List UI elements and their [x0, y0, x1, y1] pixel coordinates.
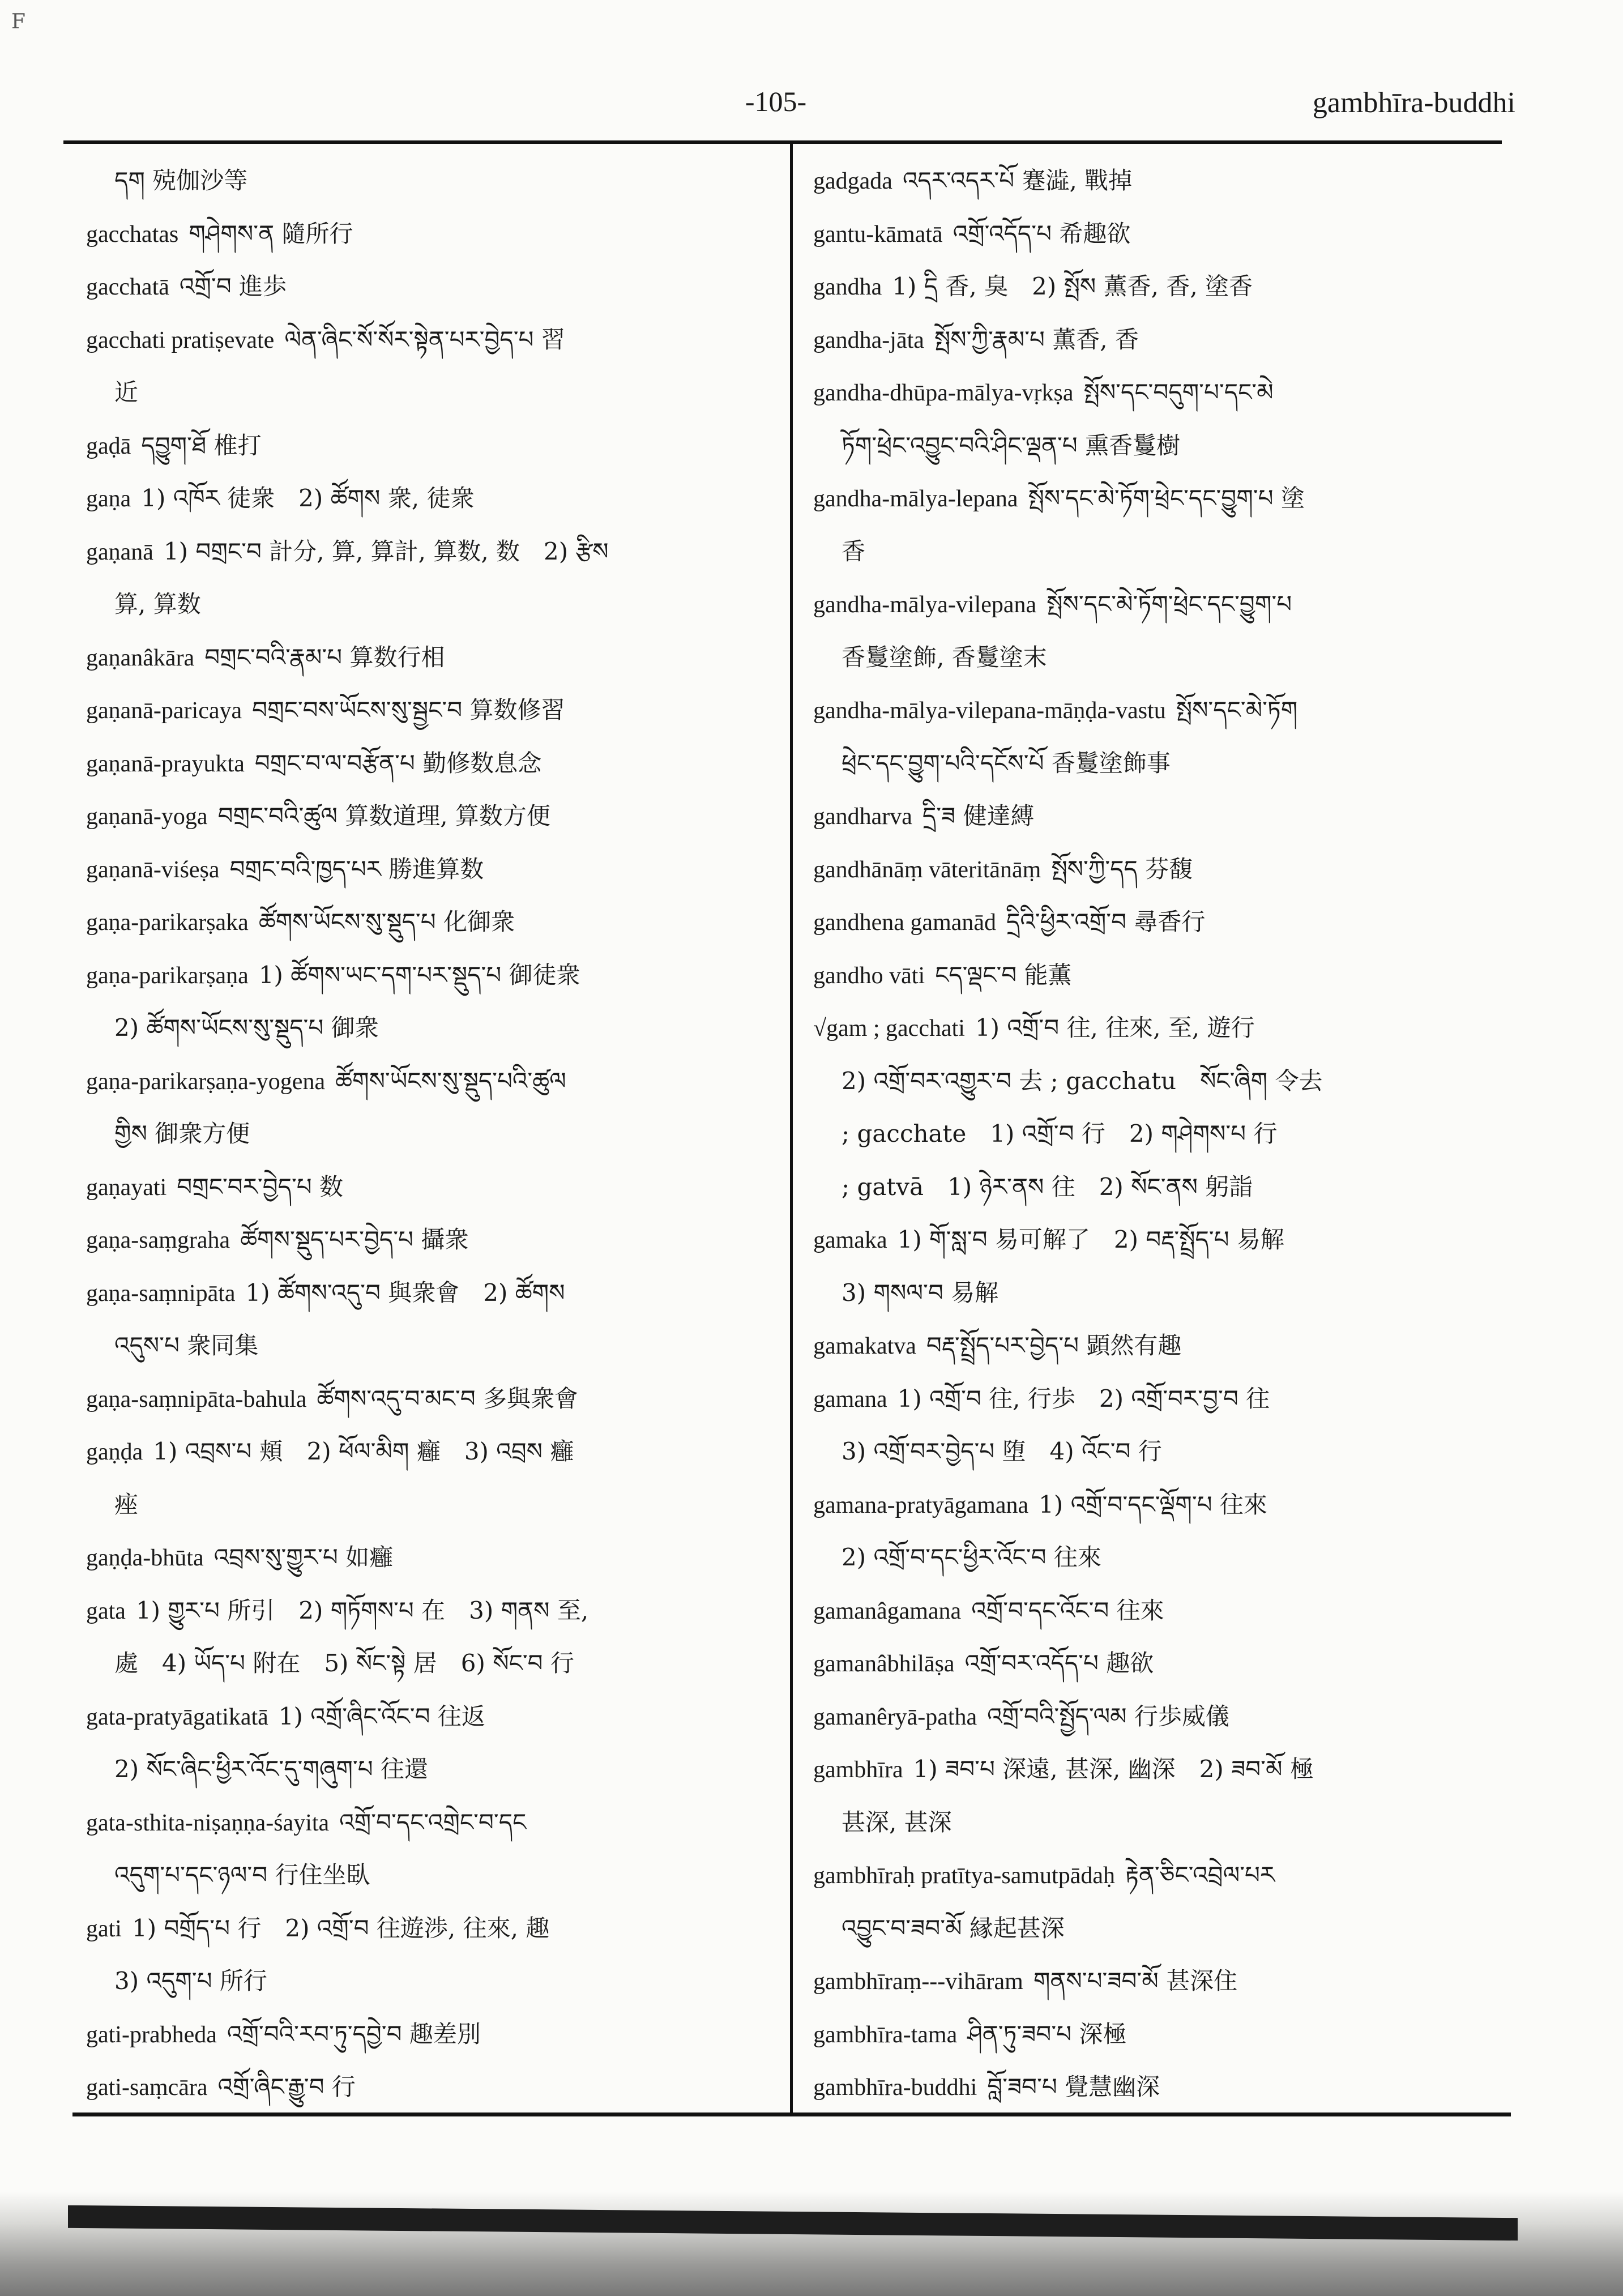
headword: gacchatas [86, 221, 179, 247]
entry-line [86, 1902, 749, 1955]
entry-line [86, 949, 749, 1002]
headword: gamanâbhilāṣa [813, 1651, 955, 1677]
entry-line [813, 843, 1481, 896]
definition: འགྲོ་འདོད་པ 希趣欲 [953, 219, 1131, 247]
definition: བགྲང་བའི་རྣམ་པ 算数行相 [204, 643, 445, 671]
definition: འབྱུང་བ་ཟབ་མོ 縁起甚深 [842, 1914, 1065, 1942]
definition: སྤོས་དང་མེ་ཏོག [1176, 696, 1298, 724]
headword: gacchatā [86, 274, 169, 300]
entry-line [813, 2060, 1481, 2114]
entry-line [813, 789, 1481, 843]
entry-line [86, 260, 749, 313]
entry-line [86, 737, 749, 790]
headword: gandha-jāta [813, 327, 924, 353]
definition: བགྲང་བའི་ཚུལ 算数道理, 算数方便 [217, 802, 550, 830]
entry-line [813, 313, 1481, 366]
top-rule [63, 140, 1502, 144]
definition: འདར་འདར་པོ 蹇澁, 戰掉 [902, 167, 1133, 194]
entry-line [813, 1425, 1481, 1478]
entry-line [813, 1001, 1481, 1055]
definition: འགྲོ་བའི་སྤྱོད་ལམ 行歩威儀 [987, 1702, 1229, 1730]
headword: gadgada [813, 168, 892, 194]
headword: gambhīra-tama [813, 2021, 958, 2048]
headword: gati-prabheda [86, 2021, 217, 2048]
entry-line [86, 1107, 749, 1160]
entry-line [86, 1478, 749, 1531]
definition: 1) གྱུར་པ 所引 2) གཏོགས་པ 在 3) གནས 至, [135, 1596, 589, 1624]
definition: འདུས་པ 衆同集 [114, 1331, 259, 1359]
definition: དབྱུག་ཐོ 椎打 [141, 431, 262, 459]
entry-line [813, 1372, 1481, 1426]
entry-line [813, 2008, 1481, 2061]
definition: 甚深, 甚深 [842, 1808, 952, 1836]
entry-line [86, 366, 749, 419]
definition: ཚོགས་འདུ་བ་མང་བ 多與衆會 [317, 1384, 579, 1412]
definition: ཚོགས་སྡུད་པར་བྱེད་པ 攝衆 [240, 1226, 469, 1253]
entry-line [86, 895, 749, 949]
entry-line [813, 1902, 1481, 1955]
entry-line [813, 1531, 1481, 1584]
entry-line [813, 472, 1481, 525]
headword: gantu-kāmatā [813, 221, 943, 247]
entry-line [86, 1213, 749, 1266]
definition: 1) འགྲོ་ཞིང་འོང་བ 往返 [278, 1702, 485, 1730]
headword: gandhānāṃ vāteritānāṃ [813, 856, 1041, 883]
entry-line [86, 1637, 749, 1690]
definition: དྲི་ཟ 健達縛 [922, 802, 1035, 830]
definition: བགྲང་བས་ཡོངས་སུ་སྦྱང་བ 算数修習 [252, 696, 565, 724]
headword: gata-sthita-niṣaṇṇa-śayita [86, 1810, 330, 1836]
entry-line [813, 207, 1481, 261]
entry-line [86, 631, 749, 684]
entry-line [86, 789, 749, 843]
entry-line [813, 737, 1481, 790]
entry-line [86, 1690, 749, 1743]
definition: ; gatvā 1) ཉེར་ནས 往 2) སོང་ནས 躬詣 [842, 1172, 1253, 1201]
headword: gambhīraḥ pratītya-samutpādaḥ [813, 1863, 1115, 1889]
headword: gambhīraṃ---vihāram [813, 1969, 1023, 1995]
headword: gandha-dhūpa-mālya-vṛkṣa [813, 380, 1074, 406]
definition: ; gacchate 1) འགྲོ་བ 行 2) གཤེགས་པ 行 [842, 1120, 1278, 1147]
headword: gaṇḍa [86, 1439, 143, 1465]
definition: 1) གོ་སླ་བ 易可解了 2) བརྡ་སྤྲོད་པ 易解 [897, 1226, 1284, 1253]
headword: gandha-mālya-vilepana [813, 592, 1037, 618]
entry-line [813, 1584, 1481, 1637]
entry-line [86, 578, 749, 631]
headword: gambhīra [813, 1757, 903, 1783]
definition: དྲིའི་ཕྱིར་འགྲོ་བ 尋香行 [1006, 908, 1206, 936]
definition: 1) འབྲས་པ 頬 2) ཕོལ་མིག 癰 3) འབྲས 癰 [153, 1437, 574, 1465]
definition: ལེན་ཞིང་སོ་སོར་སྟེན་པར་བྱེད་པ 習 [284, 325, 565, 353]
headword: gaṇanā-yoga [86, 804, 208, 830]
definition: ཚོགས་ཡོངས་སུ་སྡུད་པའི་ཚུལ [335, 1066, 566, 1095]
entry-line [86, 1584, 749, 1637]
definition: 1) འཁོར 徒衆 2) ཚོགས 衆, 徒衆 [141, 484, 475, 512]
headword: gandha [813, 274, 882, 300]
definition: གནས་པ་ཟབ་མོ 甚深住 [1033, 1967, 1238, 1995]
entry-line [86, 684, 749, 737]
definition: བློ་ཟབ་པ 覺慧幽深 [987, 2073, 1160, 2101]
entry-line [813, 1743, 1481, 1796]
entry-line [86, 419, 749, 472]
definition: 2) འགྲོ་བར་འགྱུར་བ 去 ; gacchatu སོང་ཞིག 令去 [842, 1066, 1323, 1095]
headword: gaṇa-parikarṣaṇa-yogena [86, 1068, 326, 1095]
entry-line [813, 895, 1481, 949]
definition: སྤོས་ཀྱི་དད 芬馥 [1051, 855, 1193, 883]
headword: gata [86, 1598, 126, 1624]
entry-line [86, 1796, 749, 1849]
entry-line [813, 1637, 1481, 1690]
definition: གྱིས 御衆方便 [114, 1120, 250, 1147]
headword: gaṇanā-prayukta [86, 750, 245, 777]
headword: gaṇḍa-bhūta [86, 1545, 204, 1571]
definition: འགྲོ་བ 進歩 [179, 272, 287, 300]
headword: gaṇanâkāra [86, 645, 195, 671]
entry-line [86, 1266, 749, 1320]
entry-line [813, 1690, 1481, 1743]
definition: བརྡ་སྤྲོད་པར་བྱེད་པ 顕然有趣 [926, 1331, 1182, 1359]
definition: 2) ཚོགས་ཡོངས་སུ་སྡུད་པ 御衆 [114, 1014, 379, 1042]
entry-line [813, 1160, 1481, 1214]
headword: gaṇa [86, 486, 131, 512]
entry-line [86, 1055, 749, 1108]
page-number: -105- [745, 86, 807, 117]
definition: འགྲོ་བ་དང་འོང་བ 往來 [971, 1596, 1164, 1624]
headword: gamanêryā-patha [813, 1704, 977, 1730]
entry-line [813, 1796, 1481, 1849]
headword: √gam ; gacchati [813, 1015, 965, 1042]
entry-line [813, 1954, 1481, 2008]
definition: 1) དྲི 香, 臭 2) སྤོས 薫香, 香, 塗香 [892, 272, 1253, 300]
definition: 1) བགྲང་བ 計分, 算, 算計, 算数, 数 2) རྩིས [163, 537, 609, 565]
definition: 2) སོང་ཞིང་ཕྱིར་འོང་དུ་གཞུག་པ 往還 [114, 1755, 428, 1783]
definition: གཤེགས་ན 隨所行 [189, 219, 353, 247]
headword: gaṇa-saṃgraha [86, 1227, 230, 1253]
entry-line [86, 2008, 749, 2061]
definition: ཕྲེང་དང་བྱུག་པའི་དངོས་པོ 香鬘塗飾事 [842, 749, 1171, 777]
definition: 1) འགྲོ་བ་དང་ལྡོག་པ 往來 [1039, 1490, 1267, 1518]
headword: gandharva [813, 804, 912, 830]
headword: gandha-mālya-vilepana-māṇḍa-vastu [813, 698, 1166, 724]
entry-line [813, 631, 1481, 684]
headword: gaṇanā [86, 539, 153, 565]
definition: བགྲང་བར་བྱེད་པ 数 [177, 1172, 344, 1201]
headword: gamana-pratyāgamana [813, 1492, 1029, 1518]
definition: འགྲོ་བའི་རབ་ཏུ་དབྱེ་བ 趣差別 [227, 2020, 481, 2048]
definition: 2) འགྲོ་བ་དང་ཕྱིར་འོང་བ 往來 [842, 1543, 1101, 1571]
headword: gamaka [813, 1227, 887, 1253]
entry-line [813, 578, 1481, 631]
headword: gamana [813, 1386, 887, 1412]
definition: སྤོས་ཀྱི་རྣམ་པ 薫香, 香 [934, 325, 1139, 353]
definition: 1) བགྲོད་པ 行 2) འགྲོ་བ 往遊渉, 往來, 趣 [131, 1914, 550, 1942]
headword: gaṇa-saṃnipāta-bahula [86, 1386, 307, 1412]
entry-line [86, 1001, 749, 1055]
left-column [86, 154, 749, 2114]
definition: འགྲོ་བར་འདོད་པ 趣欲 [964, 1649, 1154, 1677]
entry-line [813, 1055, 1481, 1108]
entry-line [86, 843, 749, 896]
headword: gaḍā [86, 433, 131, 459]
headword: gaṇanā-paricaya [86, 698, 242, 724]
headword: gaṇa-parikarṣaṇa [86, 962, 249, 989]
definition: ཏོག་ཕྲེང་འབྱུང་བའི་ཤིང་ལྡན་པ 熏香鬘樹 [842, 431, 1181, 459]
definition: 處 4) ཡོད་པ 附在 5) སོང་སྟེ 居 6) སོང་བ 行 [114, 1649, 574, 1677]
headword: gata-pratyāgatikatā [86, 1704, 268, 1730]
entry-line [86, 1743, 749, 1796]
headword: gandho vāti [813, 962, 925, 989]
entry-line [813, 419, 1481, 472]
definition: ཚོགས་ཡོངས་སུ་སྡུད་པ 化御衆 [258, 908, 515, 936]
headword: gati-saṃcāra [86, 2075, 208, 2101]
entry-line [813, 260, 1481, 313]
entry-line [813, 525, 1481, 578]
definition: 算, 算数 [114, 590, 201, 618]
entry-line [86, 154, 749, 207]
headword: gacchati pratiṣevate [86, 327, 275, 353]
entry-line [813, 684, 1481, 737]
definition: བགྲང་བ་ལ་བརྩོན་པ 勤修数息念 [254, 749, 542, 777]
entry-line [813, 1849, 1481, 1902]
definition: རྟེན་ཅིང་འབྲེལ་པར [1125, 1861, 1275, 1889]
headword: gaṇanā-viśeṣa [86, 856, 220, 883]
headword: gamakatva [813, 1333, 916, 1359]
entry-line [86, 472, 749, 525]
definition: འགྲོ་བ་དང་འགྲེང་བ་དང [339, 1808, 527, 1836]
definition: ངད་ལྡང་བ 能薫 [935, 961, 1072, 989]
entry-line [86, 1160, 749, 1214]
definition: 1) འགྲོ་བ 往, 往來, 至, 遊行 [975, 1014, 1255, 1042]
scan-corner-mark: F [11, 10, 25, 33]
entry-line [86, 1531, 749, 1584]
headword: gambhīra-buddhi [813, 2075, 977, 2101]
definition: 香鬘塗飾, 香鬘塗末 [842, 643, 1047, 671]
definition: 痤 [114, 1490, 139, 1518]
entry-line [813, 1266, 1481, 1320]
entry-line [813, 1319, 1481, 1372]
entry-line [813, 1107, 1481, 1160]
definition: སྤོས་དང་བདུག་པ་དང་མེ [1083, 378, 1274, 406]
definition: སྤོས་དང་མེ་ཏོག་ཕྲེང་དང་བྱུག་པ [1047, 590, 1292, 618]
headword: gaṇayati [86, 1174, 167, 1201]
entry-line [86, 1954, 749, 2008]
entry-line [813, 1213, 1481, 1266]
entry-line [813, 1478, 1481, 1531]
definition: 香 [842, 537, 866, 565]
definition: 1) ཚོགས་འདུ་བ 與衆會 2) ཚོགས [245, 1278, 565, 1307]
entry-line [86, 1319, 749, 1372]
entry-line [86, 525, 749, 578]
headword: gaṇa-parikarṣaka [86, 910, 249, 936]
headword: gati [86, 1915, 122, 1942]
column-divider [790, 144, 793, 2113]
entry-line [86, 2060, 749, 2114]
headword: gaṇa-saṃnipāta [86, 1280, 236, 1307]
right-column [813, 154, 1481, 2114]
definition: 近 [114, 378, 139, 406]
headword: gandhena gamanād [813, 910, 997, 936]
headword: gamanâgamana [813, 1598, 962, 1624]
headword: gandha-mālya-lepana [813, 486, 1018, 512]
running-head: gambhīra-buddhi [1312, 87, 1515, 119]
entry-line [813, 949, 1481, 1002]
entry-line [813, 366, 1481, 419]
definition: བགྲང་བའི་ཁྱད་པར 勝進算数 [229, 855, 484, 883]
definition: འགྲོ་ཞིང་རྒྱུ་བ 行 [217, 2073, 356, 2101]
definition: 3) འདུག་པ 所行 [114, 1967, 267, 1995]
entry-line [86, 1372, 749, 1426]
entry-line [86, 313, 749, 366]
definition: ཤིན་ཏུ་ཟབ་པ 深極 [967, 2020, 1127, 2048]
definition: 3) གསལ་བ 易解 [842, 1278, 999, 1307]
entry-line [813, 154, 1481, 207]
definition: འབྲས་སུ་གྱུར་པ 如癰 [213, 1543, 394, 1571]
definition: 1) ཟབ་པ 深遠, 甚深, 幽深 2) ཟབ་མོ 極 [913, 1755, 1314, 1783]
definition: 1) འགྲོ་བ 往, 行歩 2) འགྲོ་བར་བྱ་བ 往 [897, 1384, 1270, 1412]
entry-line [86, 1425, 749, 1478]
definition: 1) ཚོགས་ཡང་དག་པར་སྡུད་པ 御徒衆 [258, 961, 580, 989]
definition: འདུག་པ་དང་ཉལ་བ 行住坐臥 [114, 1861, 370, 1889]
definition: སྤོས་དང་མེ་ཏོག་ཕྲེང་དང་བྱུག་པ 塗 [1028, 484, 1305, 512]
entry-line [86, 1849, 749, 1902]
definition: དག 殑伽沙等 [114, 167, 248, 194]
definition: 3) འགྲོ་བར་བྱེད་པ 堕 4) འོང་བ 行 [842, 1437, 1162, 1465]
entry-line [86, 207, 749, 261]
